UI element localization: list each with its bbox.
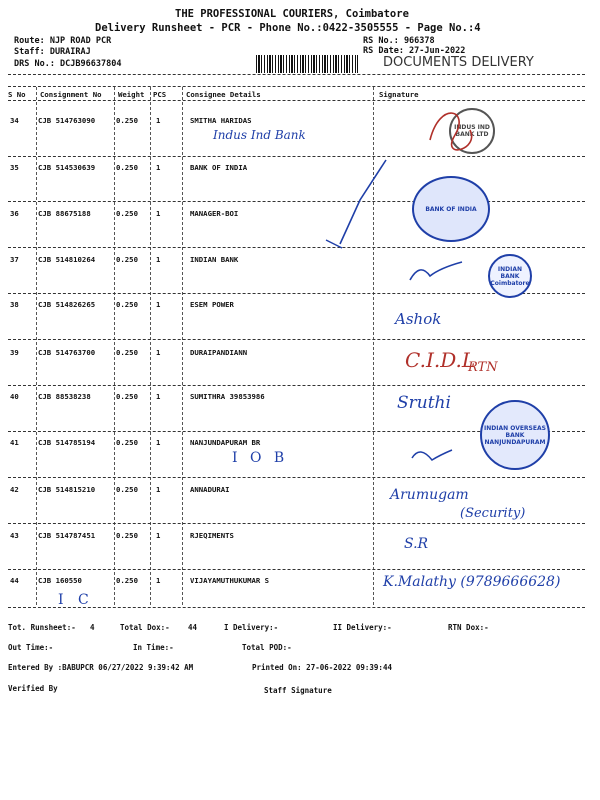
col-consignment: Consignment No <box>40 90 102 99</box>
cell-weight: 0.250 <box>116 392 138 401</box>
cell-weight: 0.250 <box>116 163 138 172</box>
col-consignee: Consignee Details <box>186 90 261 99</box>
staff-signature: Staff Signature <box>264 686 332 695</box>
out-time: Out Time:- <box>8 643 54 652</box>
cell-pcs: 1 <box>156 348 161 357</box>
cell-pcs: 1 <box>156 300 161 309</box>
cell-sno: 37 <box>10 255 19 264</box>
cell-sno: 42 <box>10 485 19 494</box>
stamp-text: INDUS IND BANK LTD <box>454 124 490 138</box>
verified-by: Verified By <box>8 684 58 693</box>
cell-consignee: SUMITHRA 39853986 <box>190 392 265 401</box>
i-delivery: I Delivery:- <box>224 623 279 632</box>
handwritten-signature: K.Malathy (9789666628) <box>383 574 561 590</box>
handwritten-signature: C.I.D.L <box>405 348 476 372</box>
in-time: In Time:- <box>133 643 174 652</box>
col-sno: S No <box>8 90 26 99</box>
cell-sno: 36 <box>10 209 19 218</box>
cell-consignee: BANK OF INDIA <box>190 163 248 172</box>
cell-consignment: CJB 88538238 <box>38 392 91 401</box>
cell-pcs: 1 <box>156 116 161 125</box>
cell-pcs: 1 <box>156 438 161 447</box>
cell-sno: 35 <box>10 163 19 172</box>
handwritten-note: Indus Ind Bank <box>213 128 306 142</box>
cell-pcs: 1 <box>156 531 161 540</box>
handwritten-note: I C <box>58 592 94 608</box>
cell-consignment: CJB 514787451 <box>38 531 96 540</box>
cell-sno: 39 <box>10 348 19 357</box>
cell-consignment: CJB 88675188 <box>38 209 91 218</box>
entered-by: Entered By :BABUPCR 06/27/2022 9:39:42 AM <box>8 663 194 672</box>
handwritten-signature: Sruthi <box>397 393 451 413</box>
ii-delivery: II Delivery:- <box>333 623 392 632</box>
rtn-dox: RTN Dox:- <box>448 623 489 632</box>
company-name: THE PROFESSIONAL COURIERS, Coimbatore <box>175 8 409 20</box>
cell-consignee: RJEQIMENTS <box>190 531 234 540</box>
cell-consignment: CJB 514785194 <box>38 438 96 447</box>
total-dox-value: 44 <box>188 623 198 632</box>
cell-consignment: CJB 160550 <box>38 576 82 585</box>
cell-weight: 0.250 <box>116 348 138 357</box>
cell-consignee: ESEM POWER <box>190 300 234 309</box>
cell-sno: 38 <box>10 300 19 309</box>
cell-sno: 44 <box>10 576 19 585</box>
cell-sno: 43 <box>10 531 19 540</box>
printed-on: Printed On: 27-06-2022 09:39:44 <box>252 663 392 672</box>
cell-consignee: VIJAYAMUTHUKUMAR S <box>190 576 270 585</box>
cell-pcs: 1 <box>156 485 161 494</box>
rs-number: RS No.: 966378 <box>363 36 435 46</box>
col-pcs: PCS <box>153 90 167 99</box>
cell-consignee: INDIAN BANK <box>190 255 239 264</box>
cell-consignee: ANNADURAI <box>190 485 230 494</box>
stamp-text: BANK OF INDIA <box>425 205 477 213</box>
total-pod: Total POD:- <box>242 643 292 652</box>
total-runsheet-label: Tot. Runsheet:- <box>8 623 76 632</box>
cell-weight: 0.250 <box>116 116 138 125</box>
staff-label: Staff: DURAIRAJ <box>14 47 91 57</box>
cell-pcs: 1 <box>156 255 161 264</box>
cell-sno: 41 <box>10 438 19 447</box>
drs-number: DRS No.: DCJB96637804 <box>14 59 122 69</box>
cell-consignee: NANJUNDAPURAM BR <box>190 438 261 447</box>
cell-weight: 0.250 <box>116 255 138 264</box>
cell-weight: 0.250 <box>116 438 138 447</box>
handwritten-note: RTN <box>468 360 498 375</box>
cell-consignee: SMITHA HARIDAS <box>190 116 252 125</box>
cell-consignment: CJB 514815210 <box>38 485 96 494</box>
cell-sno: 40 <box>10 392 19 401</box>
cell-weight: 0.250 <box>116 300 138 309</box>
handwritten-signature: S.R <box>404 536 429 552</box>
stamp-text: INDIAN BANK Coimbatore <box>490 265 530 287</box>
cell-consignment: CJB 514763700 <box>38 348 96 357</box>
col-weight: Weight <box>118 90 145 99</box>
cell-pcs: 1 <box>156 576 161 585</box>
col-signature: Signature <box>379 90 419 99</box>
rs-date: RS Date: 27-Jun-2022 <box>363 46 466 56</box>
handwritten-note: I O B <box>232 450 289 466</box>
cell-weight: 0.250 <box>116 531 138 540</box>
document-type: DOCUMENTS DELIVERY <box>383 55 534 70</box>
cell-weight: 0.250 <box>116 209 138 218</box>
cell-pcs: 1 <box>156 392 161 401</box>
cell-consignee: DURAIPANDIANN <box>190 348 248 357</box>
total-runsheet-value: 4 <box>90 623 95 632</box>
cell-weight: 0.250 <box>116 485 138 494</box>
cell-pcs: 1 <box>156 209 161 218</box>
total-dox-label: Total Dox:- <box>120 623 170 632</box>
route-label: Route: NJP ROAD PCR <box>14 36 112 46</box>
cell-weight: 0.250 <box>116 576 138 585</box>
runsheet-subtitle: Delivery Runsheet - PCR - Phone No.:0422-3505555 - Page No.:4 <box>95 22 481 34</box>
handwritten-note: (Security) <box>460 506 526 521</box>
cell-consignment: CJB 514530639 <box>38 163 96 172</box>
stamp-text: INDIAN OVERSEAS BANK NANJUNDAPURAM <box>484 424 546 446</box>
cell-pcs: 1 <box>156 163 161 172</box>
cell-consignee: MANAGER-BOI <box>190 209 239 218</box>
cell-consignment: CJB 514810264 <box>38 255 96 264</box>
cell-consignment: CJB 514763090 <box>38 116 96 125</box>
cell-consignment: CJB 514826265 <box>38 300 96 309</box>
cell-sno: 34 <box>10 116 19 125</box>
handwritten-signature: Ashok <box>395 310 442 328</box>
handwritten-signature: Arumugam <box>390 487 469 503</box>
